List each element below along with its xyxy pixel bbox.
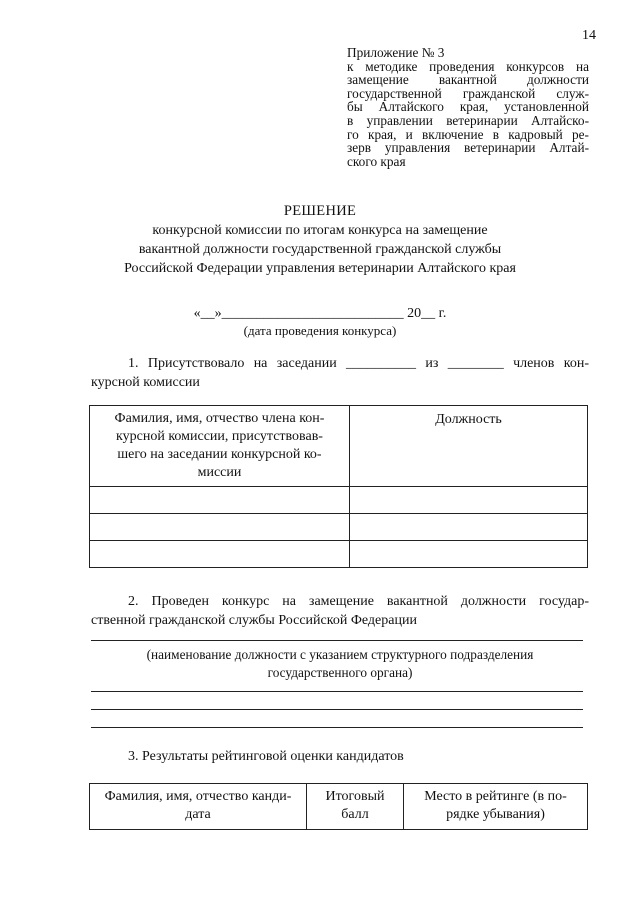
table-cell[interactable] <box>350 487 588 514</box>
date-line: «__»__________________________ 20__ г. <box>193 306 447 321</box>
table-cell[interactable] <box>90 514 350 541</box>
table-row <box>90 487 588 514</box>
section-1-paragraph <box>91 354 589 392</box>
header-line: миссии <box>197 465 242 480</box>
appendix-line: государственной гражданской служ- <box>347 85 589 101</box>
document-title: РЕШЕНИЕ <box>283 203 357 219</box>
section-2-line: 2. Проведен конкурс на замещение вакантной должности государ- <box>128 594 589 609</box>
section-2-paragraph <box>91 592 589 630</box>
section-2-line: ственной гражданской службы Российской Федерации <box>91 613 417 628</box>
appendix-line: к методике проведения конкурсов на <box>347 58 589 74</box>
appendix-line: ского края <box>347 153 406 169</box>
fill-line[interactable] <box>91 709 583 710</box>
candidate-rating-table <box>89 783 588 830</box>
commission-members-table <box>89 405 588 568</box>
appendix-line: замещение вакантной должности <box>347 72 589 88</box>
position-caption <box>91 646 589 682</box>
caption-line: (наименование должности с указанием структурного подразделения <box>146 647 534 662</box>
rating-place-header <box>404 784 588 830</box>
header-line: Итоговый <box>325 789 385 804</box>
header-line: рядке убывания) <box>446 807 545 822</box>
table-header-row <box>90 406 588 487</box>
header-line: Фамилия, имя, отчество канди- <box>104 789 292 804</box>
table-cell[interactable] <box>350 514 588 541</box>
candidate-name-header <box>90 784 307 830</box>
header-line: Фамилия, имя, отчество члена кон- <box>114 411 325 426</box>
section-1-line: курсной комиссии <box>91 375 200 390</box>
appendix-note <box>347 46 589 168</box>
document-subtitle <box>0 221 640 278</box>
appendix-line: го края, и включение в кадровый ре- <box>347 126 589 142</box>
position-header: Должность <box>350 406 588 487</box>
date-caption: (дата проведения конкурса) <box>243 323 397 338</box>
appendix-line: в управлении ветеринарии Алтайско- <box>347 112 589 128</box>
table-cell[interactable] <box>90 541 350 568</box>
position-name-fill-line[interactable] <box>91 640 583 641</box>
appendix-line: бы Алтайского края, установленной <box>347 99 589 115</box>
section-1-line: 1. Присутствовало на заседании __________ из ________ членов кон- <box>128 356 589 371</box>
section-3-heading <box>91 747 589 766</box>
header-line: шего на заседании конкурсной ко- <box>117 447 322 462</box>
fill-line[interactable] <box>91 691 583 692</box>
section-3-line: 3. Результаты рейтинговой оценки кандидатов <box>128 749 404 764</box>
header-line: Место в рейтинге (в по- <box>424 789 567 804</box>
table-row <box>90 541 588 568</box>
header-line: дата <box>185 807 211 822</box>
appendix-line: Приложение № 3 <box>347 45 445 60</box>
member-name-header <box>90 406 350 487</box>
page-number: 14 <box>582 28 596 43</box>
appendix-line: зерв управления ветеринарии Алтай- <box>347 140 589 156</box>
subtitle-line: вакантной должности государственной гражданской службы <box>138 242 502 257</box>
table-cell[interactable] <box>90 487 350 514</box>
header-line: балл <box>341 807 369 822</box>
header-line: курсной комиссии, присутствовав- <box>116 429 323 444</box>
table-header-row <box>90 784 588 830</box>
total-score-header <box>307 784 404 830</box>
caption-line: государственного органа) <box>267 665 413 680</box>
table-row <box>90 514 588 541</box>
fill-line[interactable] <box>91 727 583 728</box>
subtitle-line: Российской Федерации управления ветеринарии Алтайского края <box>124 261 516 276</box>
table-cell[interactable] <box>350 541 588 568</box>
subtitle-line: конкурсной комиссии по итогам конкурса на замещение <box>152 223 488 238</box>
